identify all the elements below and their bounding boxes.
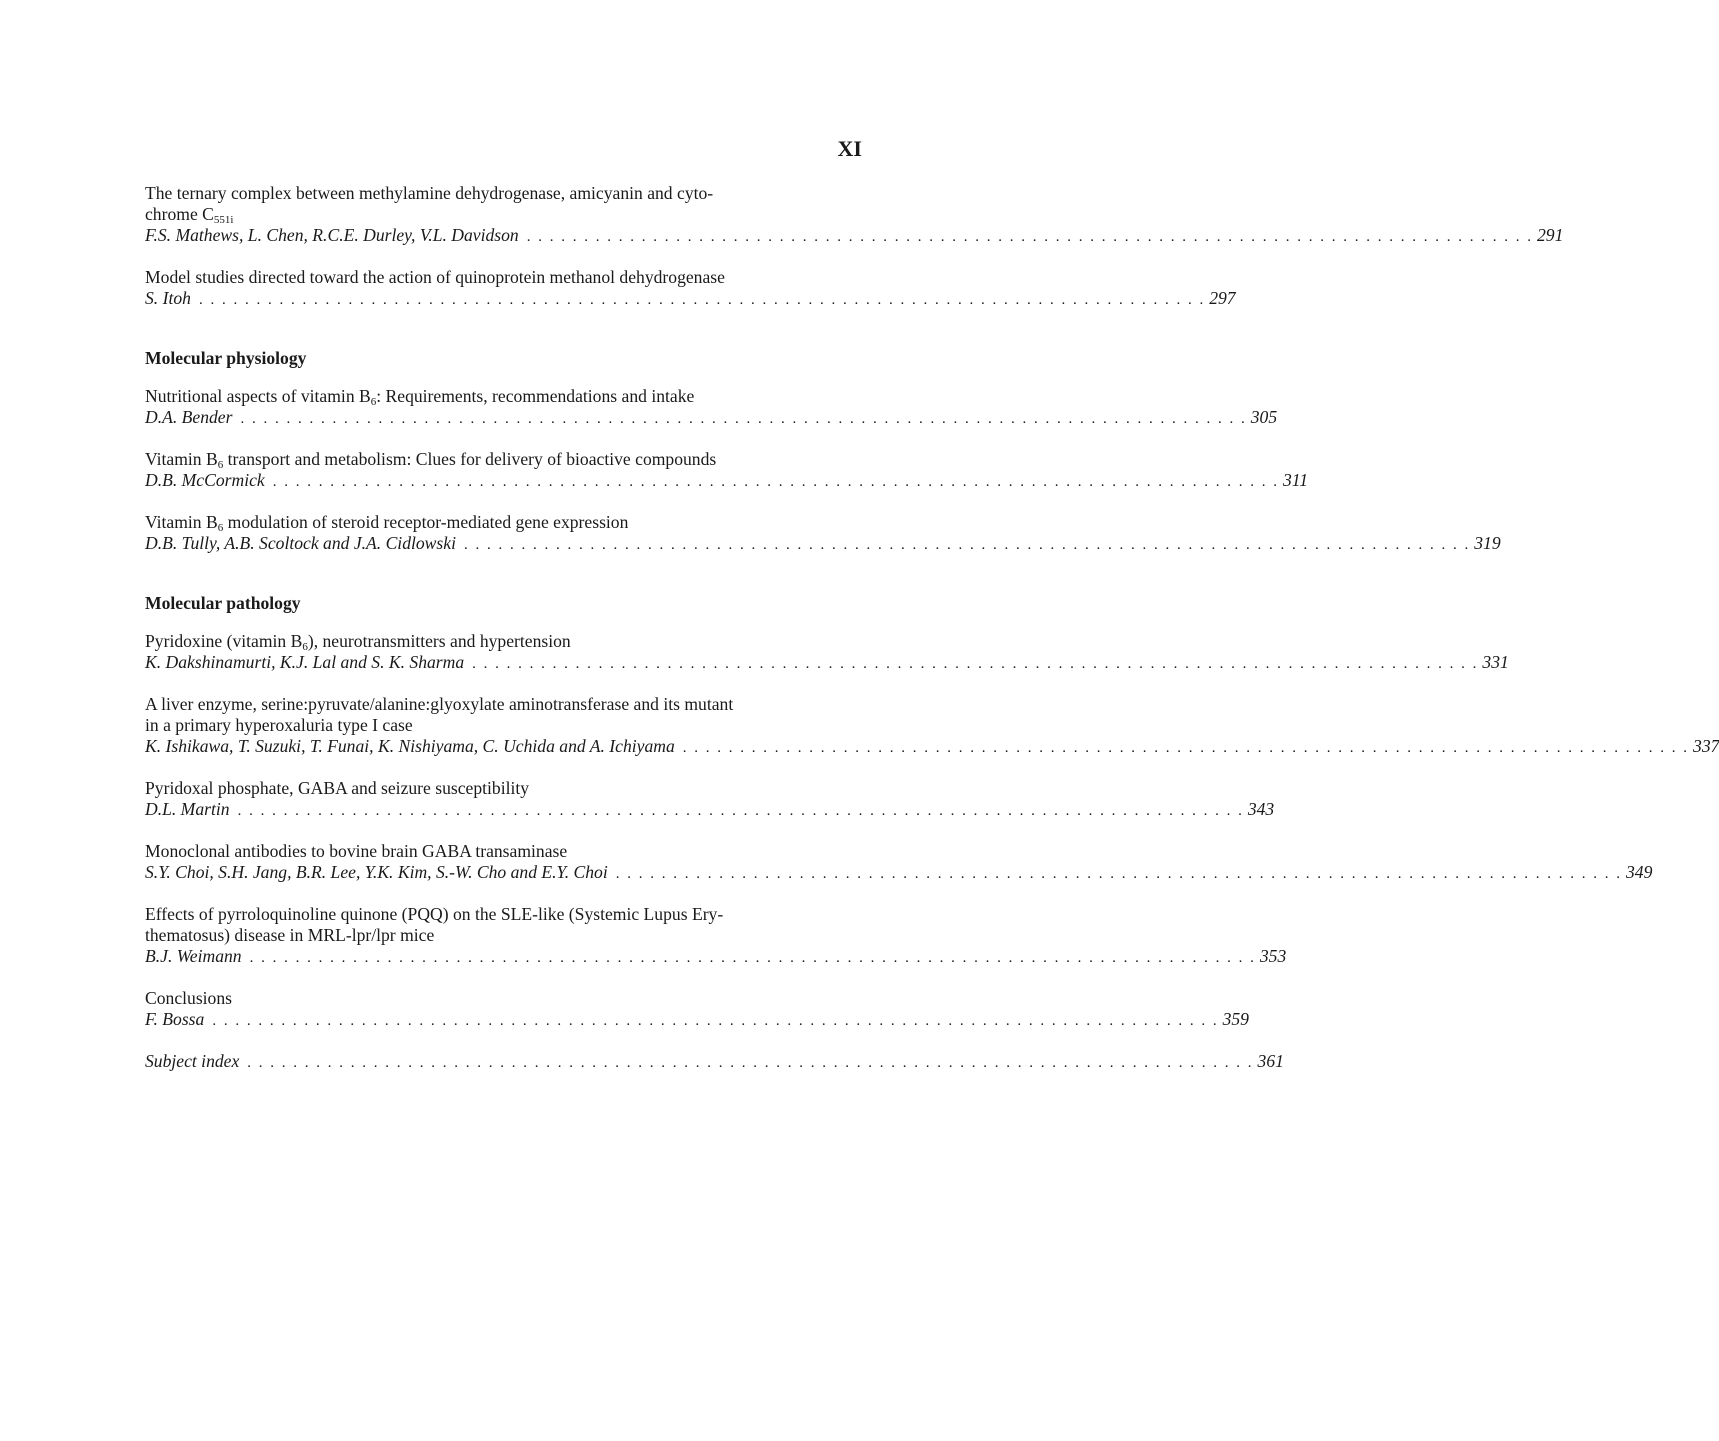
toc-entry <box>145 694 1719 759</box>
entry-authors: K. Ishikawa, T. Suzuki, T. Funai, K. Nishiyama, C. Uchida and A. Ichiyama <box>145 736 675 756</box>
entry-page-number: 349 <box>1625 862 1653 882</box>
entry-title: The ternary complex between methylamine dehydrogenase, amicyanin and cyto- <box>145 183 714 203</box>
toc-entry <box>145 904 1287 969</box>
entry-authors: D.L. Martin <box>145 799 230 819</box>
dot-leaders: . . . . . . . . . . . . . . . . . . . . . . . . . . . . . . . . . . . . . . . . . . . . . . . . . . . . . . . . . . . . . . . . . . . . . . . . . . . . . . . . . . . . . . . . <box>472 656 1479 672</box>
entry-authors: K. Dakshinamurti, K.J. Lal and S. K. Sharma <box>145 652 465 672</box>
dot-leaders: . . . . . . . . . . . . . . . . . . . . . . . . . . . . . . . . . . . . . . . . . . . . . . . . . . . . . . . . . . . . . . . . . . . . . . . . . . . . . . . . . . . . . . . . <box>615 866 1622 882</box>
entry-author-line <box>145 533 1501 556</box>
entry-title: Effects of pyrroloquinoline quinone (PQQ) on the SLE-like (Systemic Lupus Ery- <box>145 904 724 924</box>
dot-leaders: . . . . . . . . . . . . . . . . . . . . . . . . . . . . . . . . . . . . . . . . . . . . . . . . . . . . . . . . . . . . . . . . . . . . . . . . . . . . . . . . . . . . . . . . <box>237 803 1244 819</box>
entry-page-number: 331 <box>1482 652 1509 672</box>
dot-leaders: . . . . . . . . . . . . . . . . . . . . . . . . . . . . . . . . . . . . . . . . . . . . . . . . . . . . . . . . . . . . . . . . . . . . . . . . . . . . . . . . . . . . . . . . <box>272 474 1279 490</box>
dot-leaders: . . . . . . . . . . . . . . . . . . . . . . . . . . . . . . . . . . . . . . . . . . . . . . . . . . . . . . . . . . . . . . . . . . . . . . . . . . . . . . . . . . . . . . . . <box>463 537 1471 553</box>
entry-title <box>145 631 860 652</box>
entry-title-text: modulation of steroid receptor-mediated gene expression <box>223 512 629 532</box>
toc-entry <box>145 267 1236 311</box>
page-number: XI <box>837 136 862 161</box>
entry-authors: F.S. Mathews, L. Chen, R.C.E. Durley, V.L. Davidson <box>145 225 519 245</box>
entry-title: Conclusions <box>145 988 232 1008</box>
entry-authors: D.A. Bender <box>145 407 233 427</box>
dot-leaders: . . . . . . . . . . . . . . . . . . . . . . . . . . . . . . . . . . . . . . . . . . . . . . . . . . . . . . . . . . . . . . . . . . . . . . . . . . . . . . . . . . . . . . . . <box>526 229 1533 245</box>
entry-author-line <box>145 288 1236 311</box>
entry-authors: F. Bossa <box>145 1009 205 1029</box>
entry-author-line <box>145 736 1719 759</box>
entry-title-text: : Requirements, recommendations and intake <box>376 386 695 406</box>
entry-page-number: 359 <box>1222 1009 1249 1029</box>
entry-title-text: chrome C <box>145 204 214 224</box>
entry-title-subscript: 551i <box>213 214 234 226</box>
toc-entry <box>145 841 1653 885</box>
entry-title-text: transport and metabolism: Clues for delivery of bioactive compounds <box>223 449 717 469</box>
table-of-contents <box>145 183 1719 1093</box>
entry-author-line <box>145 1009 1249 1032</box>
entry-page-number: 343 <box>1247 799 1275 819</box>
subject-index-label: Subject index <box>145 1051 240 1071</box>
entry-author-line <box>145 407 1278 430</box>
entry-title-subscript: 6 <box>217 459 224 471</box>
entry-page-number: 337 <box>1693 736 1719 756</box>
toc-entry <box>145 449 1309 493</box>
entry-title-text: Pyridoxine (vitamin B <box>145 631 303 651</box>
toc-entry <box>145 988 1249 1032</box>
entry-title: thematosus) disease in MRL-lpr/lpr mice <box>145 925 435 945</box>
entry-page-number: 311 <box>1282 470 1309 490</box>
entry-title <box>145 512 860 533</box>
entry-authors: B.J. Weimann <box>145 946 242 966</box>
entry-author-line <box>145 946 1287 969</box>
entry-page-number: 291 <box>1536 225 1564 245</box>
entry-title: in a primary hyperoxaluria type I case <box>145 715 413 735</box>
entry-title <box>145 204 860 225</box>
toc-entry-subject-index <box>145 1051 1284 1074</box>
toc-entry <box>145 778 1275 822</box>
dot-leaders: . . . . . . . . . . . . . . . . . . . . . . . . . . . . . . . . . . . . . . . . . . . . . . . . . . . . . . . . . . . . . . . . . . . . . . . . . . . . . . . . . . . . . . . . <box>240 411 1247 427</box>
entry-authors: S. Itoh <box>145 288 191 308</box>
entry-title-text: ), neurotransmitters and hypertension <box>307 631 571 651</box>
entry-title-text: Vitamin B <box>145 449 218 469</box>
entry-page-number: 353 <box>1259 946 1287 966</box>
toc-entry <box>145 512 1501 556</box>
entry-title: A liver enzyme, serine:pyruvate/alanine:glyoxylate aminotransferase and its mutant <box>145 694 734 714</box>
toc-entry <box>145 631 1509 675</box>
entry-title-subscript: 6 <box>370 396 377 408</box>
entry-author-line <box>145 1051 1284 1074</box>
entry-page-number: 297 <box>1209 288 1236 308</box>
entry-authors: D.B. Tully, A.B. Scoltock and J.A. Cidlowski <box>145 533 456 553</box>
toc-entry <box>145 386 1278 430</box>
entry-author-line <box>145 225 1564 248</box>
entry-author-line <box>145 799 1275 822</box>
entry-title-subscript: 6 <box>302 641 308 653</box>
entry-page-number: 305 <box>1250 407 1278 427</box>
entry-title <box>145 386 860 407</box>
entry-title <box>145 449 860 470</box>
entry-page-number: 361 <box>1257 1051 1284 1071</box>
entry-author-line <box>145 652 1509 675</box>
dot-leaders: . . . . . . . . . . . . . . . . . . . . . . . . . . . . . . . . . . . . . . . . . . . . . . . . . . . . . . . . . . . . . . . . . . . . . . . . . . . . . . . . . . . . . . . . <box>249 950 1256 966</box>
entry-title-text: Nutritional aspects of vitamin B <box>145 386 371 406</box>
entry-authors: D.B. McCormick <box>145 470 265 490</box>
entry-title: Model studies directed toward the action of quinoprotein methanol dehydrogenase <box>145 267 725 287</box>
section-heading-pathology: Molecular pathology <box>145 593 301 613</box>
entry-title-text: Vitamin B <box>145 512 218 532</box>
dot-leaders: . . . . . . . . . . . . . . . . . . . . . . . . . . . . . . . . . . . . . . . . . . . . . . . . . . . . . . . . . . . . . . . . . . . . . . . . . . . . . . . . . . . . . . . . <box>682 740 1690 756</box>
entry-author-line <box>145 470 1309 493</box>
dot-leaders: . . . . . . . . . . . . . . . . . . . . . . . . . . . . . . . . . . . . . . . . . . . . . . . . . . . . . . . . . . . . . . . . . . . . . . . . . . . . . . . . . . . . . . . . <box>198 292 1206 308</box>
entry-authors: S.Y. Choi, S.H. Jang, B.R. Lee, Y.K. Kim, S.-W. Cho and E.Y. Choi <box>145 862 608 882</box>
entry-page-number: 319 <box>1474 533 1501 553</box>
dot-leaders: . . . . . . . . . . . . . . . . . . . . . . . . . . . . . . . . . . . . . . . . . . . . . . . . . . . . . . . . . . . . . . . . . . . . . . . . . . . . . . . . . . . . . . . . <box>247 1055 1254 1071</box>
entry-title-subscript: 6 <box>217 522 224 534</box>
entry-title: Monoclonal antibodies to bovine brain GABA transaminase <box>145 841 568 861</box>
entry-title: Pyridoxal phosphate, GABA and seizure susceptibility <box>145 778 530 798</box>
toc-entry <box>145 183 1564 248</box>
dot-leaders: . . . . . . . . . . . . . . . . . . . . . . . . . . . . . . . . . . . . . . . . . . . . . . . . . . . . . . . . . . . . . . . . . . . . . . . . . . . . . . . . . . . . . . . . <box>212 1013 1219 1029</box>
entry-author-line <box>145 862 1653 885</box>
section-heading-physiology: Molecular physiology <box>145 348 307 368</box>
